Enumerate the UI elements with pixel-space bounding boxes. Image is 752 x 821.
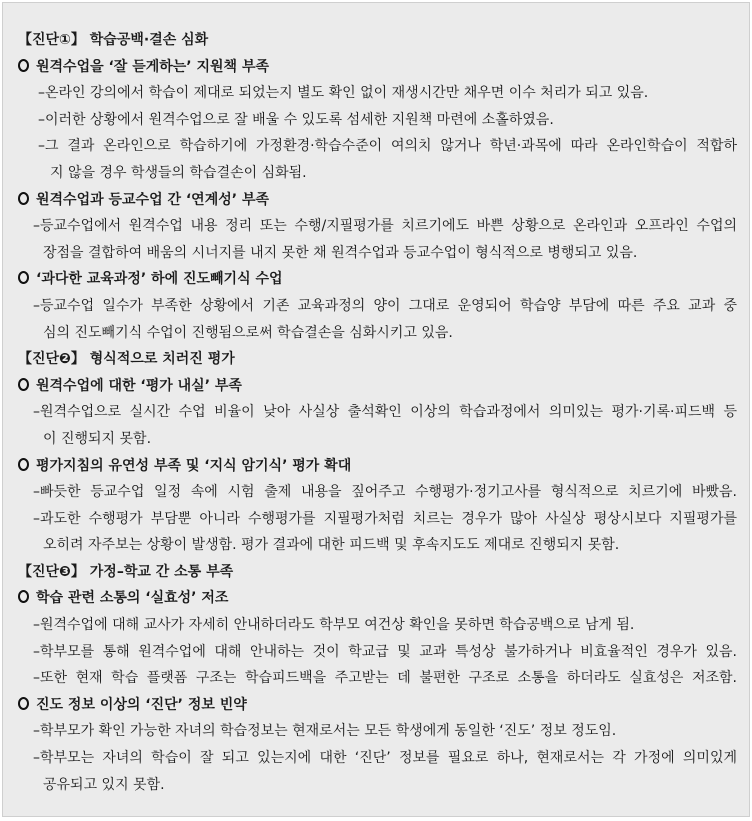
bullet-point-continuation: 장점을 결합하여 배움의 시너지를 내지 못한 채 원격수업과 등교수업이 형식적으로 병행되고 있음. (43, 244, 638, 261)
section-title: 【진단❸】 가정–학교 간 소통 부족 (18, 563, 234, 580)
circle-bullet-icon (18, 378, 29, 391)
bullet-point: –학부모를 통해 원격수업에 대해 안내하는 것이 학교급 및 교과 특성상 불가하거나 비효율적인 경우가 있음. (33, 643, 737, 660)
topic-heading (3, 266, 737, 293)
bullet-point-continuation: 이 진행되지 못함. (43, 430, 152, 447)
bullet-point: –그 결과 온라인으로 학습하기에 가정환경·학습수준이 여의치 않거나 학년·과목에 따라 온라인학습이 적합하 (38, 138, 737, 155)
bullet-point: –이러한 상황에서 원격수업으로 잘 배울 수 있도록 섬세한 지원책 마련에 소홀하였음. (38, 111, 554, 128)
bullet-point-continuation: 오히려 자주보는 상황이 발생함. 평가 결과에 대한 피드백 및 후속지도도 제대로 진행되지 못함. (43, 537, 620, 554)
topic-heading (3, 453, 737, 480)
topic-heading-text: ‘과다한 교육과정’ 하에 진도빼기식 수업 (36, 271, 283, 288)
bullet-point: –학부모가 확인 가능한 자녀의 학습정보는 현재로서는 모든 학생에게 동일한 ‘진도’ 정보 정도임. (33, 723, 617, 740)
circle-bullet-icon (18, 271, 29, 284)
bullet-point: –등교수업에서 원격수업 내용 정리 또는 수행/지필평가를 치르기에도 바쁜 상황으로 온라인과 오프라인 수업의 (33, 218, 737, 235)
bullet-point: –원격수업에 대해 교사가 자세히 안내하더라도 학부모 여건상 확인을 못하면 학습공백으로 남게 됨. (33, 617, 635, 634)
bullet-point: –빠듯한 등교수업 일정 속에 시험 출제 내용을 짚어주고 수행평가·정기고사를 형식적으로 치르기에 바빴음. (33, 484, 737, 501)
bullet-point: –학부모는 자녀의 학습이 잘 되고 있는지에 대한 ‘진단’ 정보를 필요로 하나, 현재로서는 각 가정에 의미있게 (33, 750, 737, 767)
section-title: 【진단①】 학습공백·결손 심화 (18, 32, 209, 48)
topic-heading (3, 585, 737, 612)
topic-heading-text: 평가지침의 유연성 부족 및 ‘지식 암기식’ 평가 확대 (36, 457, 352, 474)
topic-heading (3, 373, 737, 400)
section-title: 【진단❷】 형식적으로 치러진 평가 (18, 351, 235, 368)
bullet-point: –온라인 강의에서 학습이 제대로 되었는지 별도 확인 없이 재생시간만 채우면 이수 처리가 되고 있음. (38, 85, 649, 102)
circle-bullet-icon (18, 697, 29, 710)
bullet-point-continuation: 지 않을 경우 학생들의 학습결손이 심화됨. (50, 164, 307, 181)
topic-heading-text: 진도 정보 이상의 ‘진단’ 정보 빈약 (36, 696, 247, 713)
topic-heading (3, 187, 737, 214)
bullet-point-continuation: 심의 진도빼기식 수업이 진행됨으로써 학습결손을 심화시키고 있음. (43, 324, 453, 341)
topic-heading-text: 원격수업과 등교수업 간 ‘연계성’ 부족 (36, 191, 269, 208)
bullet-point: –등교수업 일수가 부족한 상황에서 기존 교육과정의 양이 그대로 운영되어 학습양 부담에 따른 주요 교과 중 (33, 297, 737, 314)
topic-heading (3, 692, 737, 719)
topic-heading-text: 원격수업에 대한 ‘평가 내실’ 부족 (36, 377, 242, 394)
bullet-point: –원격수업으로 실시간 수업 비율이 낮아 사실상 출석확인 이상의 학습과정에서 의미있는 평가·기록·피드백 등 (33, 404, 737, 421)
circle-bullet-icon (18, 590, 29, 603)
diagnosis-document (2, 2, 750, 817)
topic-heading (3, 54, 737, 81)
topic-heading-text: 학습 관련 소통의 ‘실효성’ 저조 (36, 590, 229, 607)
circle-bullet-icon (18, 458, 29, 471)
topic-heading-text: 원격수업을 ‘잘 듣게하는’ 지원책 부족 (36, 58, 269, 75)
bullet-point-continuation: 공유되고 있지 못함. (43, 776, 165, 793)
circle-bullet-icon (18, 192, 29, 205)
circle-bullet-icon (18, 59, 29, 72)
bullet-point: –또한 현재 학습 플랫폼 구조는 학습피드백을 주고받는 데 불편한 구조로 소통을 하더라도 실효성은 저조함. (33, 670, 737, 687)
bullet-point: –과도한 수행평가 부담뿐 아니라 수행평가를 지필평가처럼 치르는 경우가 많아 사실상 평상시보다 지필평가를 (33, 510, 737, 527)
